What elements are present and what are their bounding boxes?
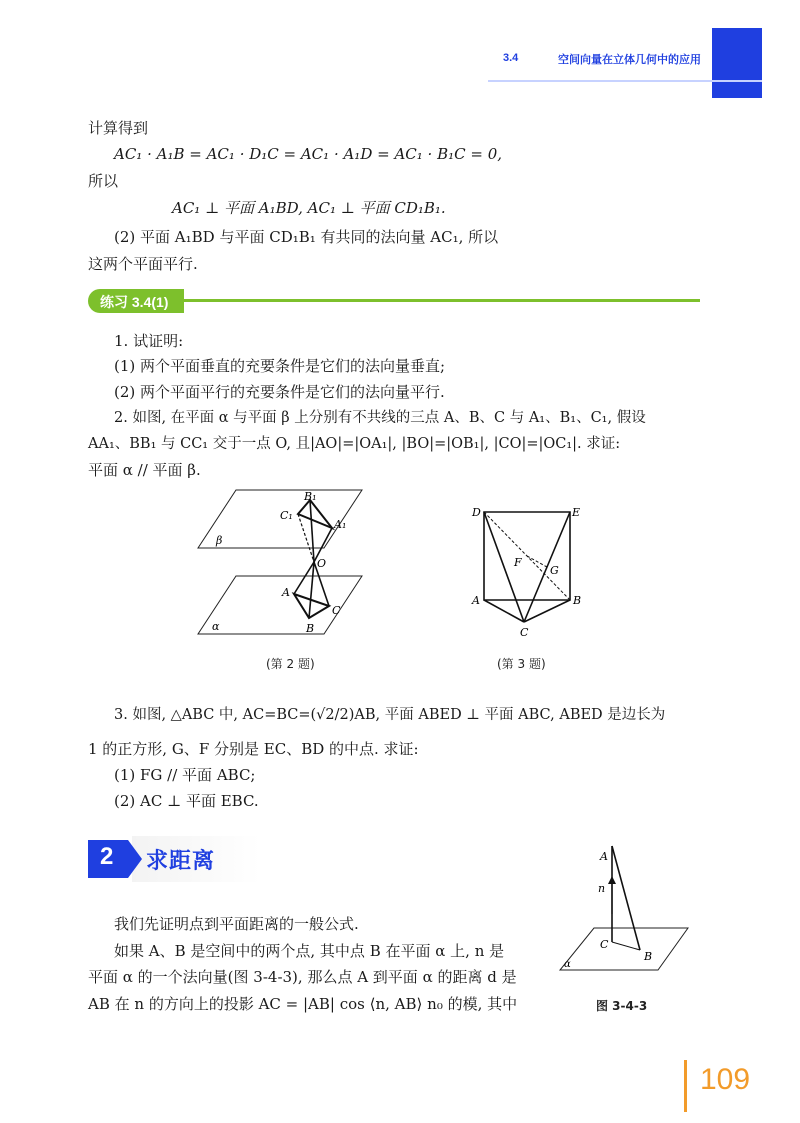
header-underline bbox=[488, 80, 762, 82]
exercise-q3-line1: 3. 如图, △ABC 中, AC=BC=(√2/2)AB, 平面 ABED ⊥ 平面 ABC, ABED 是边长为 bbox=[114, 707, 666, 723]
header-blue-tab bbox=[712, 28, 762, 98]
exercise-q2-line1: 2. 如图, 在平面 α 与平面 β 上分别有不共线的三点 A、B、C 与 A₁、B₁、C₁, 假设 bbox=[114, 410, 646, 426]
label-b1: B₁ bbox=[304, 490, 317, 503]
label-f: F bbox=[514, 556, 522, 569]
figure-problem-3 bbox=[466, 500, 586, 640]
label-alpha: α bbox=[212, 620, 220, 633]
exercise-q3-line2: 1 的正方形, G、F 分别是 EC、BD 的中点. 求证: bbox=[88, 740, 419, 758]
label-b: B bbox=[644, 950, 653, 963]
text-therefore: 所以 bbox=[88, 172, 119, 190]
section2-p2-line3: AB 在 n 的方向上的投影 AC = |AB| cos ⟨n, AB⟩ n₀ 的模, 其中 bbox=[88, 995, 518, 1013]
label-a1: A₁ bbox=[334, 518, 347, 531]
plane-alpha bbox=[560, 928, 688, 970]
header-section-number: 3.4 bbox=[503, 52, 519, 64]
exercise-q3-b: (2) AC ⊥ 平面 EBC. bbox=[114, 792, 259, 810]
label-alpha: α bbox=[564, 959, 571, 970]
edge-bc bbox=[524, 600, 570, 622]
section-title: 求距离 bbox=[146, 849, 216, 874]
segment-bo bbox=[309, 562, 314, 618]
figure-3-4-3-caption: 图 3-4-3 bbox=[596, 999, 648, 1013]
triangle-a1b1c1 bbox=[298, 500, 332, 528]
label-c1: C₁ bbox=[280, 509, 293, 522]
equation-dot-products: AC₁ · A₁B = AC₁ · D₁C = AC₁ · A₁D = AC₁ · B₁C = 0, bbox=[114, 145, 503, 163]
figure-problem-2 bbox=[196, 486, 366, 638]
exercise-q1-a: (1) 两个平面垂直的充要条件是它们的法向量垂直; bbox=[114, 357, 446, 375]
exercise-q1-b: (2) 两个平面平行的充要条件是它们的法向量平行. bbox=[114, 383, 445, 401]
label-b: B bbox=[573, 594, 582, 607]
exercise-rule bbox=[184, 299, 700, 302]
exercise-q2-line3: 平面 α // 平面 β. bbox=[88, 461, 201, 479]
fig3-caption: (第 3 题) bbox=[497, 657, 546, 671]
segment-ab bbox=[612, 846, 640, 950]
label-d: D bbox=[472, 506, 481, 519]
equation-perpendicular: AC₁ ⊥ 平面 A₁BD, AC₁ ⊥ 平面 CD₁B₁. bbox=[172, 199, 446, 217]
label-beta: β bbox=[216, 534, 223, 547]
label-e: E bbox=[572, 506, 581, 519]
section2-p2-line2: 平面 α 的一个法向量(图 3-4-3), 那么点 A 到平面 α 的距离 d 是 bbox=[88, 968, 517, 986]
exercise-q3-a: (1) FG // 平面 ABC; bbox=[114, 766, 256, 784]
segment-fg bbox=[527, 556, 547, 567]
label-a: A bbox=[472, 594, 480, 607]
section-number: 2 bbox=[100, 843, 114, 870]
figure-3-4-3 bbox=[556, 840, 690, 974]
segment-cb bbox=[612, 942, 640, 950]
section2-p1: 我们先证明点到平面距离的一般公式. bbox=[114, 915, 359, 933]
exercise-label: 练习 3.4(1) bbox=[100, 294, 169, 310]
label-c: C bbox=[520, 626, 529, 639]
normal-vector-arrowhead bbox=[608, 876, 616, 884]
page-number: 109 bbox=[700, 1063, 751, 1096]
text-part2-line2: 这两个平面平行. bbox=[88, 255, 198, 273]
exercise-q1-head: 1. 试证明: bbox=[114, 332, 184, 350]
label-n: n bbox=[598, 882, 606, 895]
text-part2-line1: (2) 平面 A₁BD 与平面 CD₁B₁ 有共同的法向量 AC₁, 所以 bbox=[114, 228, 499, 246]
label-b: B bbox=[306, 622, 315, 635]
page-number-rule bbox=[684, 1060, 687, 1112]
label-a: A bbox=[600, 850, 608, 863]
label-c: C bbox=[600, 938, 609, 951]
label-o: O bbox=[317, 557, 327, 570]
label-c: C bbox=[332, 604, 341, 617]
fig2-caption: (第 2 题) bbox=[266, 657, 315, 671]
section2-p2-line1: 如果 A、B 是空间中的两个点, 其中点 B 在平面 α 上, n 是 bbox=[114, 942, 505, 960]
label-a: A bbox=[282, 586, 290, 599]
section-number-arrow bbox=[128, 840, 142, 878]
header-section-title: 空间向量在立体几何中的应用 bbox=[558, 53, 701, 66]
exercise-q2-line2: AA₁、BB₁ 与 CC₁ 交于一点 O, 且|AO|=|OA₁|, |BO|=|OB₁|, |CO|=|OC₁|. 求证: bbox=[88, 436, 621, 452]
label-g: G bbox=[550, 564, 559, 577]
text-calc: 计算得到 bbox=[88, 119, 149, 137]
